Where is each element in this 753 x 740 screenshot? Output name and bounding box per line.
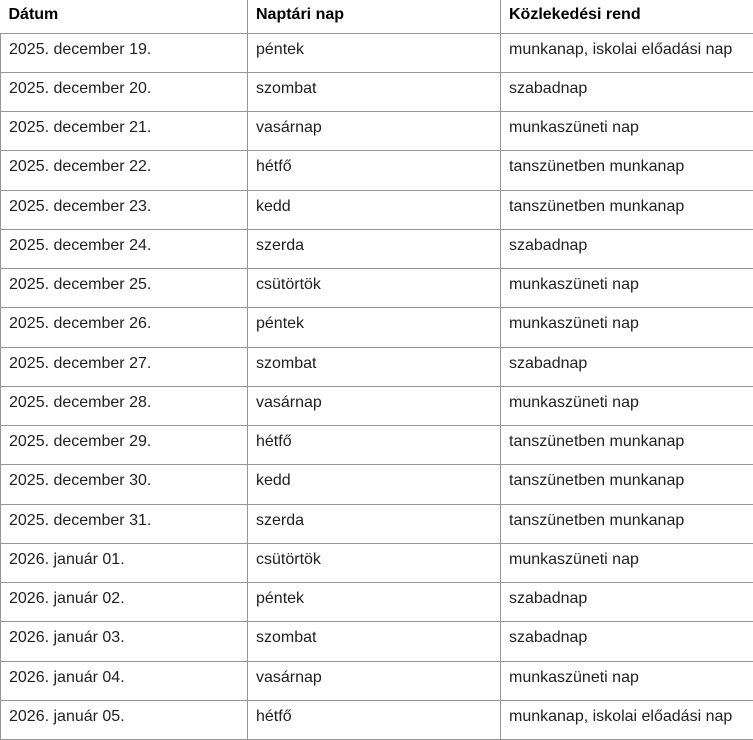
date-cell: 2026. január 01. [1,543,248,582]
table-row [1,347,753,386]
table-row [1,72,753,111]
schedule-cell: munkaszüneti nap [501,308,753,347]
table-row [1,190,753,229]
schedule-cell: szabadnap [501,229,753,268]
table-row [1,151,753,190]
schedule-cell: szabadnap [501,622,753,661]
table-row [1,33,753,72]
table-row [1,543,753,582]
table-row [1,701,753,740]
day-cell: szerda [248,504,501,543]
date-cell: 2025. december 19. [1,33,248,72]
date-cell: 2026. január 02. [1,583,248,622]
day-cell: vasárnap [248,112,501,151]
table-row [1,112,753,151]
header-row [1,0,753,33]
day-cell: szombat [248,72,501,111]
schedule-cell: szabadnap [501,347,753,386]
table-header [1,0,753,33]
schedule-cell: munkanap, iskolai előadási nap [501,33,753,72]
day-cell: hétfő [248,151,501,190]
date-cell: 2025. december 20. [1,72,248,111]
table-body [1,33,753,740]
schedule-cell: tanszünetben munkanap [501,504,753,543]
schedule-cell: munkaszüneti nap [501,112,753,151]
date-cell: 2025. december 30. [1,465,248,504]
schedule-cell: munkaszüneti nap [501,543,753,582]
day-cell: vasárnap [248,386,501,425]
day-cell: péntek [248,308,501,347]
day-cell: hétfő [248,426,501,465]
table-row [1,426,753,465]
day-cell: csütörtök [248,269,501,308]
table-row [1,269,753,308]
day-cell: hétfő [248,701,501,740]
date-cell: 2026. január 03. [1,622,248,661]
schedule-cell: szabadnap [501,72,753,111]
day-cell: kedd [248,465,501,504]
table-row [1,386,753,425]
schedule-cell: szabadnap [501,583,753,622]
table-row [1,504,753,543]
table-row [1,622,753,661]
day-cell: szombat [248,347,501,386]
table-row [1,583,753,622]
date-cell: 2025. december 22. [1,151,248,190]
date-cell: 2025. december 31. [1,504,248,543]
day-cell: szerda [248,229,501,268]
table-row [1,465,753,504]
date-cell: 2025. december 29. [1,426,248,465]
schedule-cell: tanszünetben munkanap [501,190,753,229]
column-header-kozlekedesi-rend: Közlekedési rend [501,0,753,33]
schedule-cell: tanszünetben munkanap [501,426,753,465]
date-cell: 2025. december 25. [1,269,248,308]
schedule-cell: munkaszüneti nap [501,269,753,308]
date-cell: 2025. december 28. [1,386,248,425]
table-row [1,308,753,347]
schedule-cell: munkanap, iskolai előadási nap [501,701,753,740]
schedule-cell: munkaszüneti nap [501,386,753,425]
column-header-naptari-nap: Naptári nap [248,0,501,33]
schedule-cell: munkaszüneti nap [501,661,753,700]
day-cell: csütörtök [248,543,501,582]
date-cell: 2025. december 26. [1,308,248,347]
table-row [1,661,753,700]
day-cell: kedd [248,190,501,229]
date-cell: 2025. december 21. [1,112,248,151]
day-cell: szombat [248,622,501,661]
schedule-cell: tanszünetben munkanap [501,465,753,504]
date-cell: 2026. január 05. [1,701,248,740]
day-cell: péntek [248,33,501,72]
day-cell: vasárnap [248,661,501,700]
date-cell: 2025. december 27. [1,347,248,386]
table-row [1,229,753,268]
date-cell: 2026. január 04. [1,661,248,700]
date-cell: 2025. december 23. [1,190,248,229]
schedule-cell: tanszünetben munkanap [501,151,753,190]
date-cell: 2025. december 24. [1,229,248,268]
column-header-datum: Dátum [1,0,248,33]
day-cell: péntek [248,583,501,622]
